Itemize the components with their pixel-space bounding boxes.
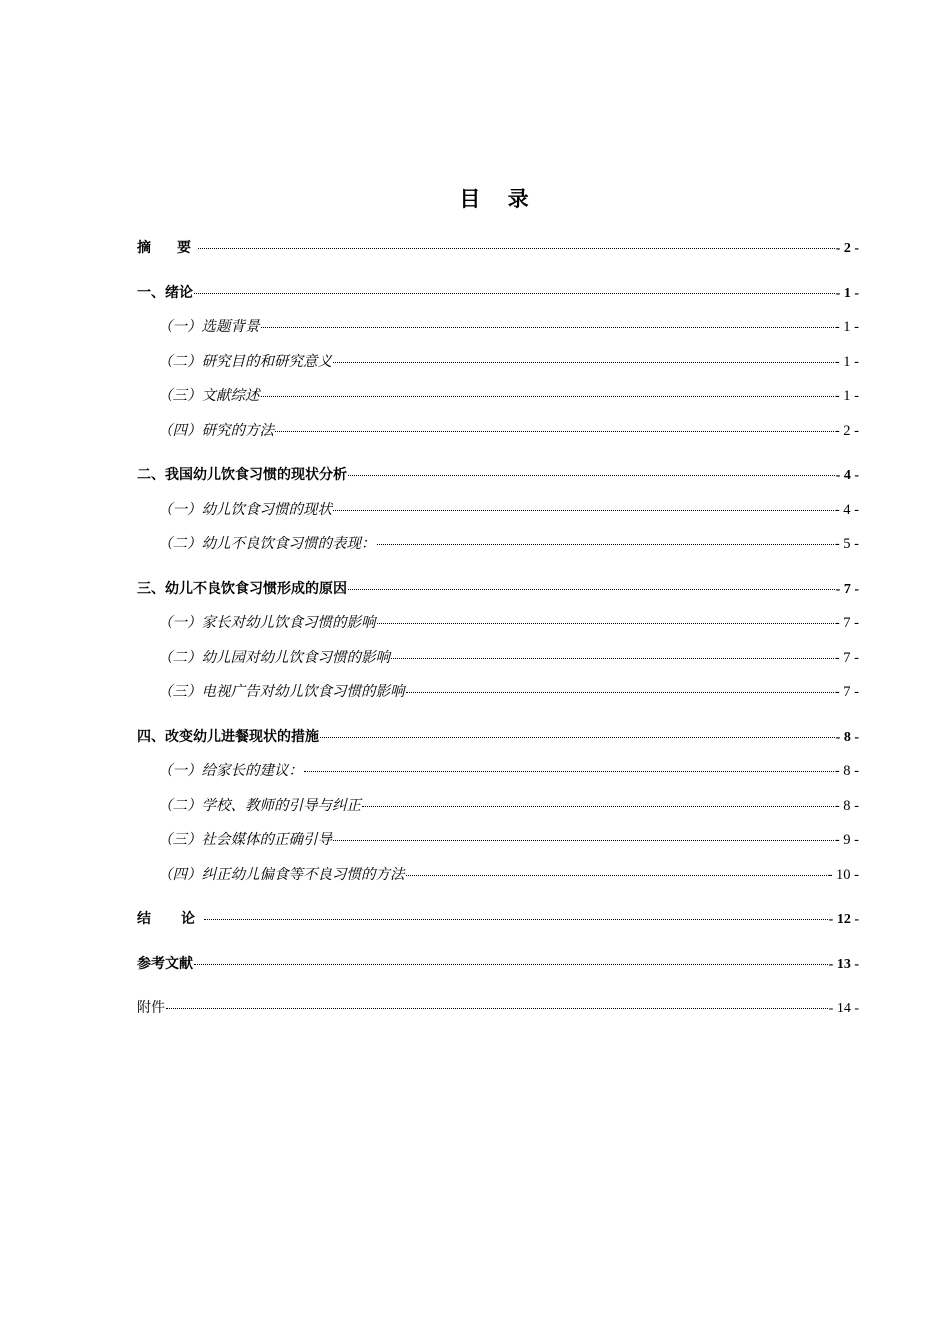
toc-entry-label: 三、幼儿不良饮食习惯形成的原因 [137,580,347,597]
toc-entry-conclusion[interactable] [137,902,859,937]
toc-page-number: - 7 - [834,615,859,631]
toc-entry-label: 一、绪论 [137,284,193,301]
toc-page-number: - 1 - [834,388,859,404]
toc-entry-label: 结 论 [137,911,203,927]
toc-entry-section-4-3[interactable] [137,823,859,858]
toc-entry-section-4-2[interactable] [137,789,859,824]
toc-entry-references[interactable] [137,947,859,982]
toc-entry-section-3-3[interactable] [137,675,859,710]
toc-entry-chapter-3[interactable] [137,572,859,607]
toc-dot-leader [198,234,835,249]
table-of-contents [137,231,859,1026]
toc-page-number: - 9 - [834,832,859,848]
toc-page-number: - 13 - [828,956,859,972]
toc-entry-chapter-4[interactable] [137,720,859,755]
toc-dot-leader [275,416,834,432]
toc-page-number: - 10 - [827,866,859,883]
toc-dot-leader [304,757,834,773]
toc-entry-section-2-2[interactable] [137,527,859,562]
toc-entry-label: （一）选题背景 [158,319,260,335]
toc-entry-label: （一）家长对幼儿饮食习惯的影响 [158,615,376,631]
toc-page-number: - 2 - [834,422,859,439]
toc-dot-leader [204,905,828,920]
toc-entry-section-2-1[interactable] [137,493,859,528]
toc-dot-leader [348,575,835,590]
toc-entry-label: （一）给家长的建议： [158,763,303,779]
toc-page-number: - 8 - [835,729,859,745]
toc-dot-leader [333,495,834,511]
toc-entry-label: 四、改变幼儿进餐现状的措施 [137,728,319,745]
toc-dot-leader [362,791,834,807]
toc-entry-label: （四）纠正幼儿偏食等不良习惯的方法 [158,866,405,883]
toc-dot-leader [166,994,828,1009]
toc-page-number: - 2 - [835,241,859,256]
toc-entry-label: 附件 [137,1000,165,1016]
toc-dot-leader [406,860,827,876]
toc-page-number: - 14 - [828,1001,859,1016]
toc-entry-label: （二）幼儿不良饮食习惯的表现： [158,536,376,552]
toc-page-number: - 4 - [834,501,859,518]
toc-entry-label: （三）社会媒体的正确引导 [158,832,332,848]
toc-dot-leader [377,530,834,546]
toc-dot-leader [348,461,835,476]
toc-dot-leader [320,723,835,738]
toc-entry-section-3-2[interactable] [137,641,859,676]
toc-entry-label: （二）研究目的和研究意义 [158,353,332,370]
toc-page-number: - 1 - [834,319,859,335]
toc-dot-leader [194,279,835,294]
toc-dot-leader [391,643,834,659]
toc-page-number: - 7 - [834,649,859,666]
toc-page-number: - 4 - [835,468,859,483]
toc-dot-leader [406,678,834,694]
toc-entry-label: （二）学校、教师的引导与纠正 [158,797,361,814]
toc-page-number: - 7 - [835,581,859,597]
toc-entry-section-4-4[interactable] [137,858,859,893]
toc-entry-chapter-1[interactable] [137,276,859,311]
toc-entry-label: （三）文献综述 [158,388,260,404]
toc-page-number: - 5 - [834,536,859,552]
toc-entry-label: 摘 要 [137,240,197,256]
toc-entry-section-4-1[interactable] [137,754,859,789]
toc-dot-leader [333,826,834,842]
toc-page-number: - 1 - [834,353,859,370]
toc-entry-chapter-2[interactable] [137,458,859,493]
toc-entry-label: （三）电视广告对幼儿饮食习惯的影响 [158,684,405,700]
toc-page-number: - 1 - [835,285,859,301]
toc-dot-leader [333,347,834,363]
toc-entry-section-1-1[interactable] [137,310,859,345]
toc-entry-section-1-3[interactable] [137,379,859,414]
toc-page-number: - 12 - [828,912,859,927]
toc-page-number: - 7 - [834,684,859,700]
toc-entry-label: 二、我国幼儿饮食习惯的现状分析 [137,467,347,483]
toc-dot-leader [261,313,834,329]
toc-entry-section-1-4[interactable] [137,414,859,449]
toc-page-number: - 8 - [834,763,859,779]
toc-page-number: - 8 - [834,797,859,814]
toc-entry-label: （一）幼儿饮食习惯的现状 [158,501,332,518]
toc-entry-appendix[interactable] [137,991,859,1026]
toc-entry-label: （四）研究的方法 [158,422,274,439]
toc-dot-leader [261,382,834,398]
toc-entry-section-1-2[interactable] [137,345,859,380]
toc-entry-label: （二）幼儿园对幼儿饮食习惯的影响 [158,649,390,666]
toc-entry-label: 参考文献 [137,955,193,972]
toc-dot-leader [377,609,834,625]
toc-entry-abstract[interactable] [137,231,859,266]
page-title: 目 录 [459,187,539,211]
toc-dot-leader [194,950,828,965]
toc-entry-section-3-1[interactable] [137,606,859,641]
